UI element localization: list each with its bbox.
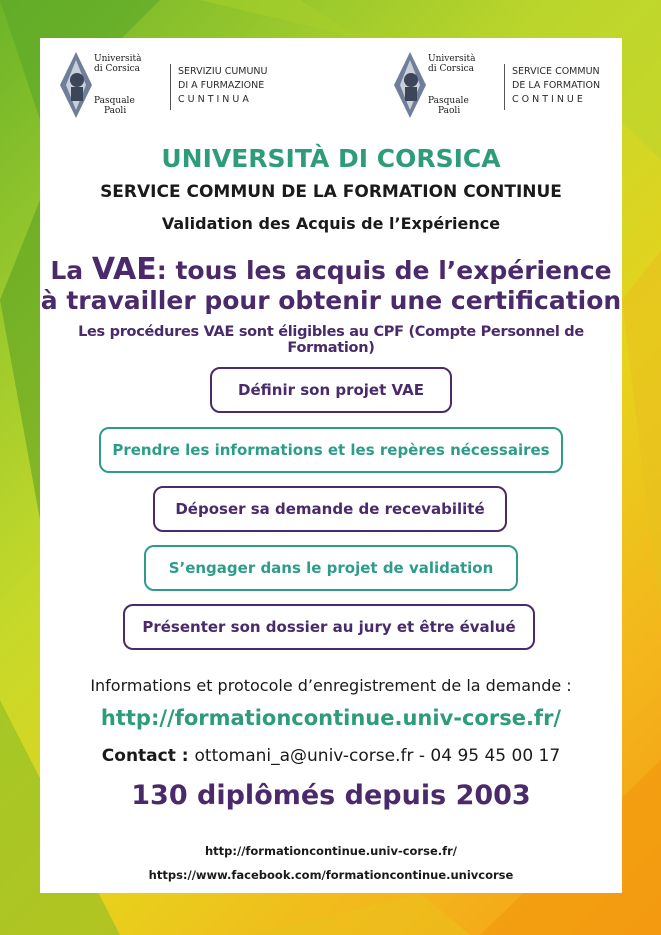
contact-line xyxy=(40,746,622,766)
logo-divider xyxy=(170,64,171,110)
graduates-count: 130 diplômés depuis 2003 xyxy=(131,780,531,811)
logo-university-name: Università di Corsica xyxy=(94,54,142,74)
logo-corsican xyxy=(58,50,298,126)
facebook-link[interactable]: https://www.facebook.com/formationcontinue.univcorse xyxy=(148,868,514,882)
headline-line-1: La VAE: tous les acquis de l’expérience xyxy=(50,252,612,287)
step-4-box: S’engager dans le projet de validation xyxy=(144,545,518,591)
cpf-note: Les procédures VAE sont éligibles au CPF (Compte Personnel de Formation) xyxy=(78,324,584,356)
logo-service-text: SERVICE COMMUN DE LA FORMATION CONTINUE xyxy=(512,66,601,105)
service-title: SERVICE COMMUN DE LA FORMATION CONTINUE xyxy=(100,182,562,202)
vae-acronym: VAE xyxy=(91,252,157,287)
logo-divider xyxy=(504,64,505,110)
step-1-box: Définir son projet VAE xyxy=(210,367,452,413)
logo-university-name: Università di Corsica xyxy=(428,54,476,74)
logo-french xyxy=(392,50,632,126)
logo-founder-name: Pasquale xyxy=(94,96,135,106)
logo-founder-name: Pasquale xyxy=(428,96,469,106)
step-5-box: Présenter son dossier au jury et être évalué xyxy=(123,604,535,650)
vae-subtitle: Validation des Acquis de l’Expérience xyxy=(161,214,501,233)
small-website-link[interactable]: http://formationcontinue.univ-corse.fr/ xyxy=(204,844,457,858)
info-text: Informations et protocole d’enregistrement de la demande : xyxy=(90,676,572,695)
university-logo-icon xyxy=(392,50,428,120)
headline-line-2: à travailler pour obtenir une certification xyxy=(40,286,622,315)
university-logo-icon xyxy=(58,50,94,120)
logo-service-text: SERVIZIU CUMUNU DI A FURMAZIONE CUNTINUA xyxy=(178,66,268,105)
website-link[interactable]: http://formationcontinue.univ-corse.fr/ xyxy=(100,706,562,730)
step-3-box: Déposer sa demande de recevabilité xyxy=(153,486,507,532)
contact-details[interactable]: ottomani_a@univ-corse.fr - 04 95 45 00 17 xyxy=(194,746,561,766)
step-2-box: Prendre les informations et les repères nécessaires xyxy=(99,427,563,473)
contact-label: Contact : xyxy=(101,746,195,766)
logo-founder-name-2: Paoli xyxy=(438,106,461,116)
poster-card xyxy=(40,38,622,893)
university-title: UNIVERSITÀ DI CORSICA xyxy=(161,144,501,173)
logo-founder-name-2: Paoli xyxy=(104,106,127,116)
